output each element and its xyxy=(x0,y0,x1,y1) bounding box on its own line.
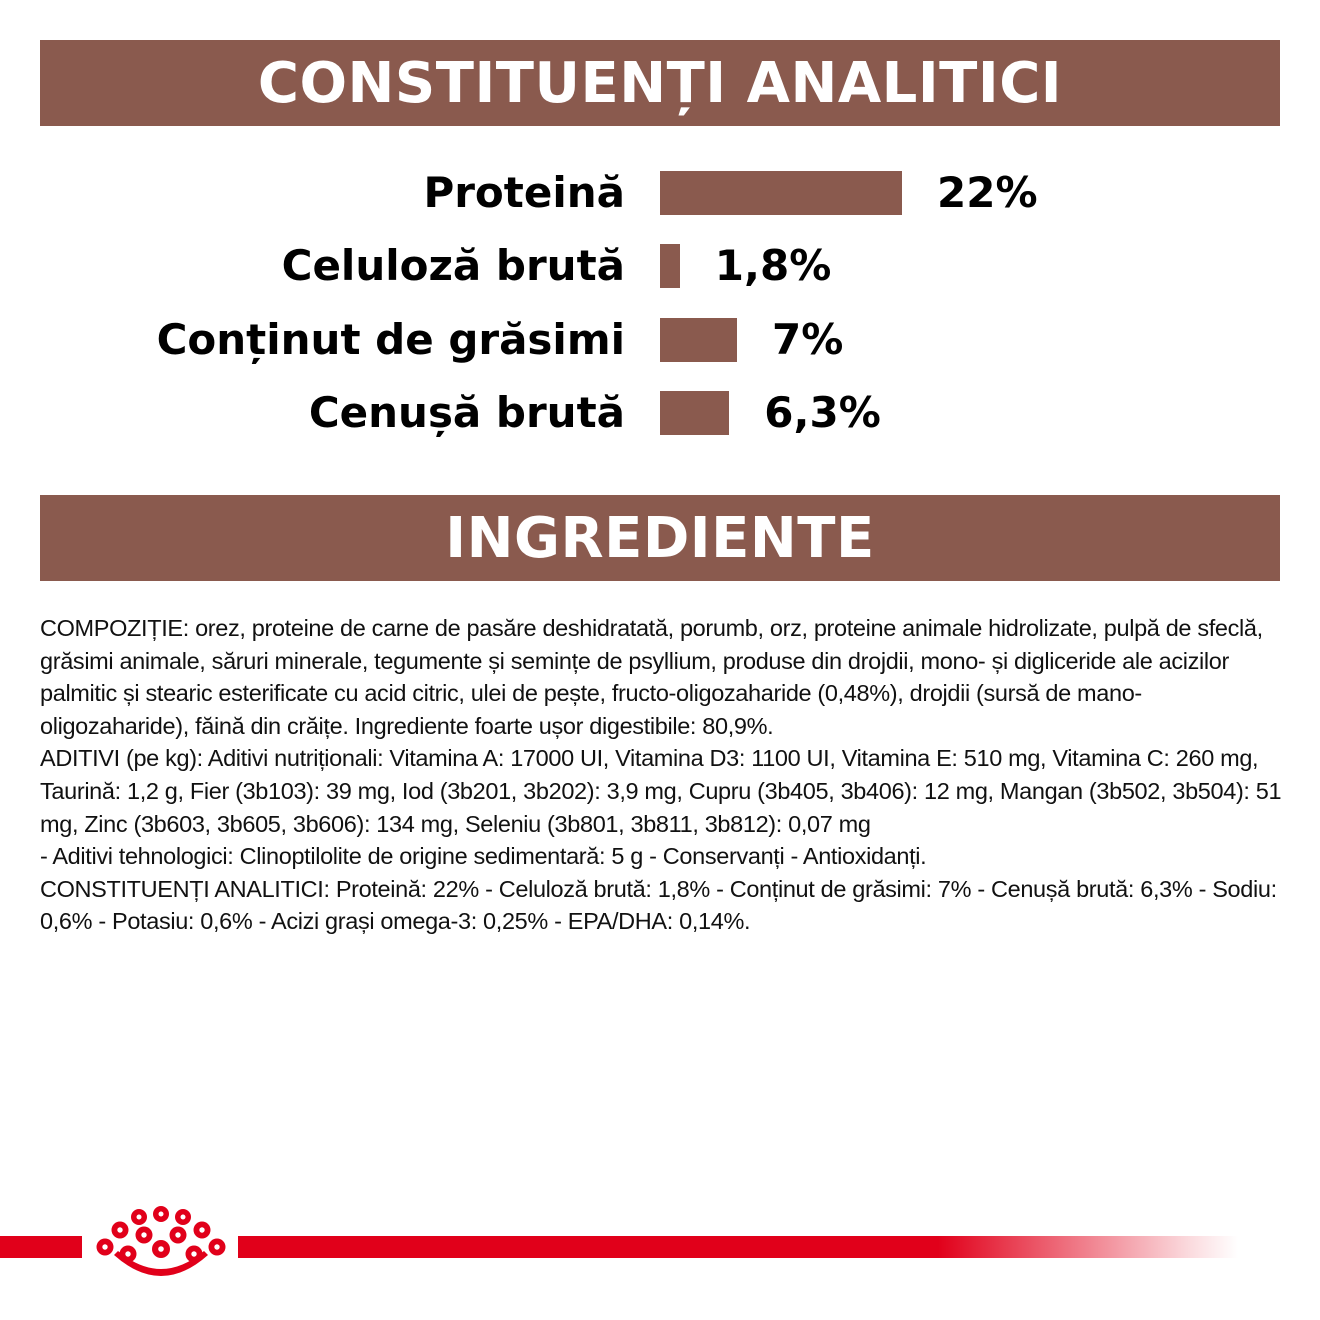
ingredients-body xyxy=(40,612,1285,938)
analytic-constituents-title: CONSTITUENȚI ANALITICI xyxy=(257,50,1063,116)
additives-paragraph: ADITIVI (pe kg): Aditivi nutriționali: Vitamina A: 17000 UI, Vitamina D3: 1100 UI, Vitamina E: 510 mg, Vitamina C: 260 mg, Taurină: 1,2 g, Fier (3b103): 39 mg, Iod (3b201, 3b202): 3,9 mg, Cupru (3b405, 3b406): 12 mg, Mangan (3b502, 3b504): 51 mg, Zinc (3b603, 3b605, 3b606): 134 mg, Seleniu (3b801, 3b811, 3b812): 0,07 mg xyxy=(40,745,1282,837)
ingredients-banner xyxy=(40,495,1280,581)
analytic-row-ash xyxy=(0,388,1320,438)
row-label: Conținut de grăsimi xyxy=(156,315,625,364)
row-value: 6,3% xyxy=(764,388,881,437)
row-value: 7% xyxy=(772,315,844,364)
row-value: 1,8% xyxy=(714,241,832,290)
row-bar xyxy=(660,244,680,288)
row-label: Cenușă brută xyxy=(308,388,625,437)
royal-canin-crown-icon xyxy=(92,1205,230,1287)
technological-additives-paragraph: - Aditivi tehnologici: Clinoptilolite de origine sedimentară: 5 g - Conservanți - Antioxidanți. xyxy=(40,843,927,870)
analytic-row-fat xyxy=(0,315,1320,365)
analytic-row-fibre xyxy=(0,241,1320,291)
composition-paragraph: COMPOZIȚIE: orez, proteine de carne de pasăre deshidratată, porumb, orz, proteine animale hidrolizate, pulpă de sfeclă, grăsimi animale, săruri minerale, tegumente și semințe de psyllium, produse din drojdii, mono- și digliceride ale acizilor palmitic și stearic esterificate cu acid citric, ulei de pește, fructo-oligozaharide (0,48%), drojdii (sursă de mano-oligozaharide), făină din crăițe. Ingrediente foarte ușor digestibile: 80,9%. xyxy=(40,615,1263,739)
row-bar xyxy=(660,318,737,362)
analytic-summary-paragraph: CONSTITUENȚI ANALITICI: Proteină: 22% - Celuloză brută: 1,8% - Conținut de grăsimi: 7% - Cenușă brută: 6,3% - Sodiu: 0,6% - Potasiu: 0,6% - Acizi grași omega-3: 0,25% - EPA/DHA: 0,14%. xyxy=(40,875,1277,935)
analytic-constituents-banner xyxy=(40,40,1280,126)
row-label: Celuloză brută xyxy=(281,241,625,290)
ingredients-title: INGREDIENTE xyxy=(445,505,875,571)
footer-brand-line-right xyxy=(238,1236,1238,1258)
footer-brand-line-left xyxy=(0,1236,82,1258)
row-value: 22% xyxy=(937,168,1038,217)
row-label: Proteină xyxy=(423,168,625,217)
analytic-row-protein xyxy=(0,168,1320,218)
row-bar xyxy=(660,171,902,215)
row-bar xyxy=(660,391,729,435)
